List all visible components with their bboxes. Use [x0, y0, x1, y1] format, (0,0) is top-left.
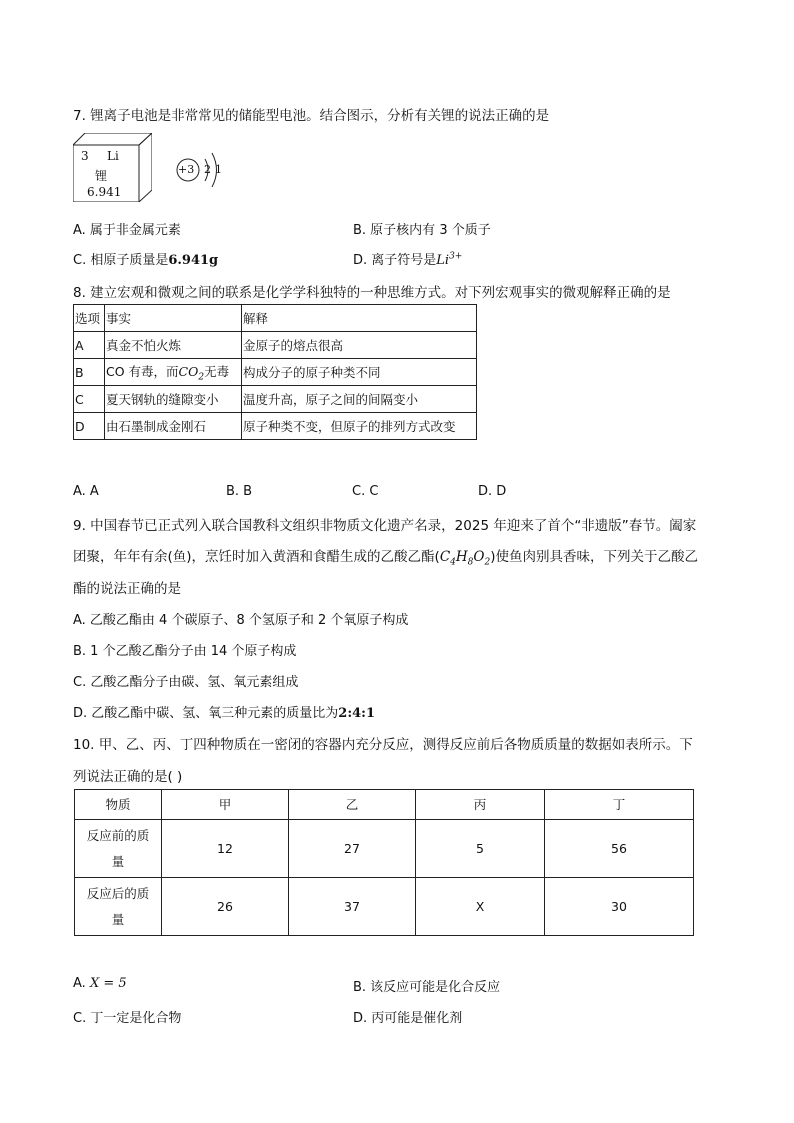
table-header: 甲: [162, 790, 289, 820]
table-row: [74, 332, 477, 359]
table-row: [74, 359, 477, 386]
q10-stem-line2: 列说法正确的是( ): [73, 769, 183, 785]
table-header: 物质: [75, 790, 162, 820]
fact-text-tail: 无毒: [204, 363, 230, 379]
table-header: 事实: [105, 305, 242, 332]
q9-option-b: B. 1 个乙酸乙酯分子由 14 个原子构成: [73, 644, 297, 659]
table-cell: 30: [545, 878, 694, 936]
table-row: [75, 790, 694, 820]
table-cell: 27: [289, 820, 416, 878]
table-row: [74, 305, 477, 332]
element-card: [73, 133, 152, 202]
q8-option-c: C. C: [352, 484, 379, 499]
fact-text: CO 有毒，而: [106, 363, 179, 379]
q9-stem-line3: 酯的说法正确的是: [73, 581, 181, 597]
table-cell: 56: [545, 820, 694, 878]
table-cell: 5: [416, 820, 545, 878]
formula-h: H: [455, 549, 468, 565]
q7-option-d: [353, 249, 462, 268]
q10-option-a: [73, 976, 127, 991]
q9-option-a: A. 乙酸乙酯由 4 个碳原子、8 个氢原子和 2 个氧原子构成: [73, 613, 409, 628]
q9-option-c: C. 乙酸乙酯分子由碳、氢、氧元素组成: [73, 675, 299, 690]
q7-option-c-value: 6.941g: [168, 253, 219, 268]
table-header: 丁: [545, 790, 694, 820]
row-label-line1: 反应后的质: [86, 885, 150, 901]
table-row: [74, 413, 477, 440]
shell-1-electrons: 2: [204, 163, 211, 176]
q7-option-d-text: D. 离子符号是: [353, 253, 437, 268]
nucleus-charge: +3: [178, 163, 195, 176]
q9-line2-end: )使鱼肉别具香味，下列关于乙酸乙: [490, 549, 698, 565]
q8-stem: 8. 建立宏观和微观之间的联系是化学学科独特的一种思维方式。对下列宏观事实的微观解释正确的是: [73, 285, 671, 301]
shell-2-electrons: 1: [215, 163, 222, 176]
table-cell: 温度升高，原子之间的间隔变小: [242, 386, 477, 413]
element-symbol: Li: [107, 149, 119, 163]
table-cell: 由石墨制成金刚石: [105, 413, 242, 440]
table-row-label: [75, 820, 162, 878]
q10-stem-line1: 10. 甲、乙、丙、丁四种物质在一密闭的容器内充分反应，测得反应前后各物质质量的数据如表所示。下: [73, 737, 693, 753]
table-cell: A: [74, 332, 105, 359]
q10-option-b: B. 该反应可能是化合反应: [353, 980, 501, 995]
table-header: 解释: [242, 305, 477, 332]
row-label-line1: 反应前的质: [86, 827, 150, 843]
table-header: 丙: [416, 790, 545, 820]
table-cell: 夏天钢轨的缝隙变小: [105, 386, 242, 413]
table-cell: X: [416, 878, 545, 936]
q8-option-d: D. D: [478, 484, 507, 499]
q9-option-d-ratio: 2:4:1: [338, 706, 376, 721]
q7-stem: 7. 锂离子电池是非常常见的储能型电池。结合图示，分析有关锂的说法正确的是: [73, 108, 550, 124]
table-cell: B: [74, 359, 105, 386]
table-cell: 37: [289, 878, 416, 936]
q10-table: [74, 789, 694, 936]
element-name: 锂: [95, 169, 108, 183]
q8-option-b: B. B: [226, 484, 253, 499]
table-cell: 12: [162, 820, 289, 878]
q10-option-d: D. 丙可能是催化剂: [353, 1011, 463, 1026]
q7-option-d-symbol: Li: [436, 253, 450, 268]
table-row: [75, 878, 694, 936]
table-row: [74, 386, 477, 413]
formula-o-sub: 2: [484, 557, 491, 568]
atom-structure-diagram: [175, 145, 225, 195]
table-cell: D: [74, 413, 105, 440]
table-cell: 26: [162, 878, 289, 936]
q10-option-a-text: A.: [73, 976, 90, 991]
table-cell: 金原子的熔点很高: [242, 332, 477, 359]
table-header: 乙: [289, 790, 416, 820]
atomic-number: 3: [81, 149, 89, 163]
row-label-line2: 量: [111, 911, 125, 927]
formula-o: O: [473, 549, 485, 565]
q9-option-d-text: D. 乙酸乙酯中碳、氢、氧三种元素的质量比为: [73, 706, 339, 721]
co2-subscript: 2: [198, 372, 205, 383]
row-label-line2: 量: [111, 853, 125, 869]
table-row-label: [75, 878, 162, 936]
co2-formula: CO: [178, 363, 199, 379]
q10-option-c: C. 丁一定是化合物: [73, 1011, 182, 1026]
table-cell: 真金不怕火炼: [105, 332, 242, 359]
table-header: 选项: [74, 305, 105, 332]
q7-option-d-charge: 3+: [449, 251, 463, 262]
formula-c: C: [439, 549, 451, 565]
table-cell: C: [74, 386, 105, 413]
q8-table: [73, 304, 477, 440]
q8-option-a: A. A: [73, 484, 99, 499]
table-cell: 构成分子的原子种类不同: [242, 359, 477, 386]
q9-line2-start: 团聚，年年有余(鱼)，烹饪时加入黄酒和食醋生成的乙酸乙酯(: [73, 549, 440, 565]
q7-option-c-text: C. 相原子质量是: [73, 253, 169, 268]
q9-option-d: [73, 702, 375, 721]
q9-stem-line2: [73, 545, 698, 568]
table-cell: 原子种类不变，但原子的排列方式改变: [242, 413, 477, 440]
q10-option-a-equation: X = 5: [89, 976, 127, 991]
table-row: [75, 820, 694, 878]
table-cell: [105, 359, 242, 386]
q7-option-c: [73, 249, 218, 268]
formula-h-sub: 8: [467, 557, 474, 568]
formula-c-sub: 4: [450, 557, 456, 568]
q7-option-b: B. 原子核内有 3 个质子: [353, 223, 491, 238]
q7-option-a: A. 属于非金属元素: [73, 223, 181, 238]
q9-stem-line1: 9. 中国春节已正式列入联合国教科文组织非物质文化遗产名录，2025 年迎来了首个“非遗版”春节。阖家: [73, 518, 697, 534]
atomic-mass: 6.941: [87, 185, 122, 199]
